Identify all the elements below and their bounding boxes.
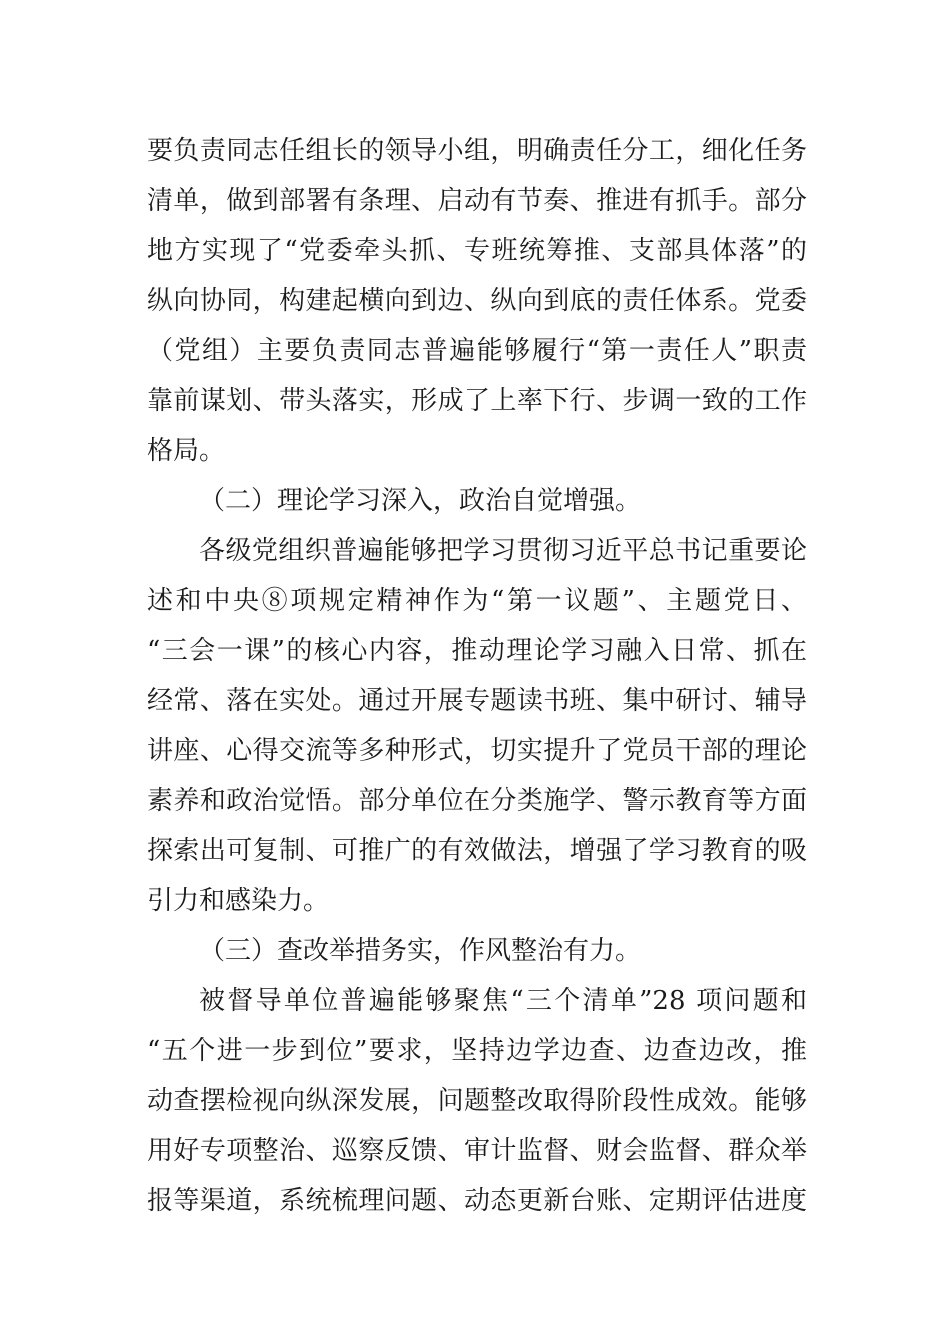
- paragraph-first-line: 被督导单位普遍能够聚焦“三个清单”28 项问题和: [199, 986, 807, 1016]
- text-line: 动查摆检视向纵深发展，问题整改取得阶段性成效。能够: [147, 1086, 807, 1116]
- text-line: 清单，做到部署有条理、启动有节奏、推进有抓手。部分: [147, 186, 807, 216]
- text-line: （党组）主要负责同志普遍能够履行“第一责任人”职责: [147, 336, 807, 366]
- text-line: 格局。: [147, 436, 226, 466]
- text-line: 述和中央⑧项规定精神作为“第一议题”、主题党日、: [147, 586, 807, 616]
- text-line: “三会一课”的核心内容，推动理论学习融入日常、抓在: [147, 636, 807, 666]
- text-line: 探索出可复制、可推广的有效做法，增强了学习教育的吸: [147, 836, 807, 866]
- text-line: “五个进一步到位”要求，坚持边学边查、边查边改，推: [147, 1036, 807, 1066]
- text-line: 引力和感染力。: [147, 886, 330, 916]
- text-line: 讲座、心得交流等多种形式，切实提升了党员干部的理论: [147, 736, 807, 766]
- paragraph-first-line: 各级党组织普遍能够把学习贯彻习近平总书记重要论: [199, 536, 807, 566]
- text-line: 纵向协同，构建起横向到边、纵向到底的责任体系。党委: [147, 286, 807, 316]
- section-heading: （三）查改举措务实，作风整治有力。: [199, 936, 642, 966]
- text-line: 用好专项整治、巡察反馈、审计监督、财会监督、群众举: [147, 1136, 807, 1166]
- text-line: 素养和政治觉悟。部分单位在分类施学、警示教育等方面: [147, 786, 807, 816]
- text-line: 靠前谋划、带头落实，形成了上率下行、步调一致的工作: [147, 386, 807, 416]
- text-line: 报等渠道，系统梳理问题、动态更新台账、定期评估进度: [147, 1186, 807, 1216]
- text-line: 地方实现了“党委牵头抓、专班统筹推、支部具体落”的: [147, 236, 807, 266]
- text-line: 要负责同志任组长的领导小组，明确责任分工，细化任务: [147, 136, 807, 166]
- text-line: 经常、落在实处。通过开展专题读书班、集中研讨、辅导: [147, 686, 807, 716]
- section-heading: （二）理论学习深入，政治自觉增强。: [199, 486, 642, 516]
